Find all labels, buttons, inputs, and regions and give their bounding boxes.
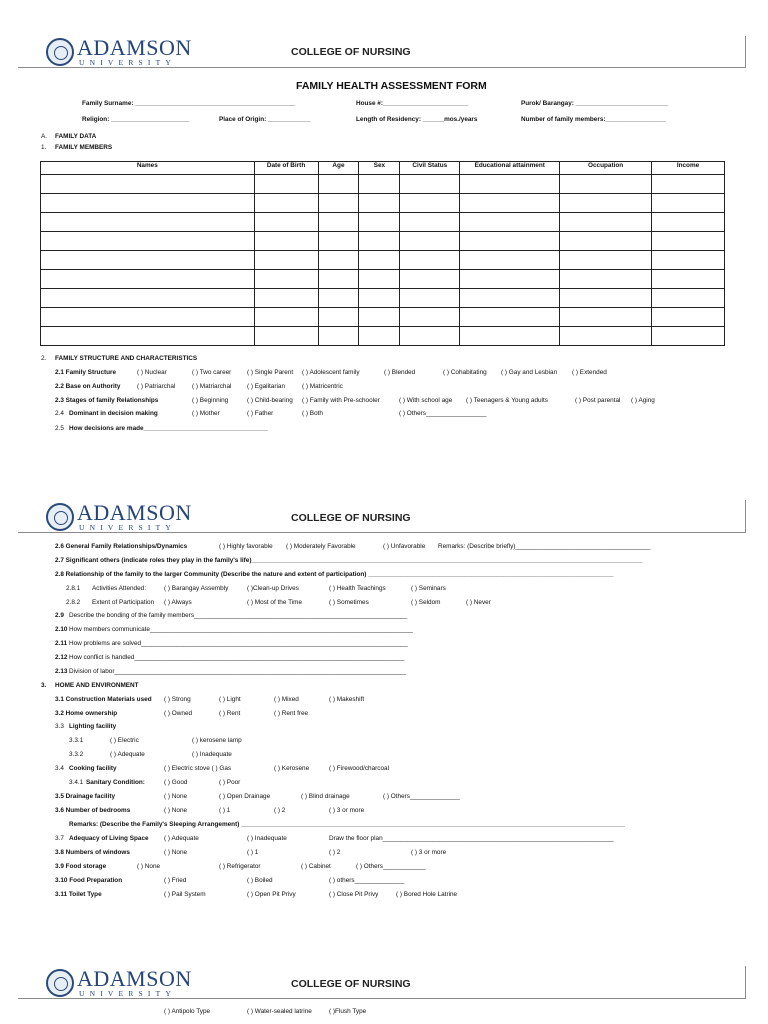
- opt-storage-others[interactable]: ( ) Others____________: [356, 863, 426, 870]
- table-row: [41, 213, 725, 232]
- table-cell[interactable]: [560, 270, 652, 289]
- table-cell[interactable]: [254, 327, 318, 346]
- cooking-num: 3.4: [55, 765, 64, 772]
- col-header-age: Age: [318, 162, 359, 175]
- living-space-num: 3.7: [55, 835, 64, 842]
- table-cell[interactable]: [359, 213, 400, 232]
- opt-fried[interactable]: ( ) Fried: [164, 877, 187, 884]
- activities-label: Activities Attended:: [92, 585, 146, 592]
- table-cell[interactable]: [318, 308, 359, 327]
- lighting-label: Lighting facility: [69, 723, 117, 730]
- table-row: [41, 232, 725, 251]
- table-cell[interactable]: [652, 194, 725, 213]
- opt-patriarchal[interactable]: ( ) Patriarchal: [137, 383, 176, 390]
- table-cell[interactable]: [41, 270, 255, 289]
- opt-open-drainage[interactable]: ( ) Open Drainage: [219, 793, 271, 800]
- family-members-num: 1.: [41, 144, 47, 151]
- table-row: [41, 327, 725, 346]
- lighting-num: 3.3: [55, 723, 64, 730]
- opt-boiled[interactable]: ( ) Boiled: [247, 877, 273, 884]
- table-cell[interactable]: [41, 308, 255, 327]
- opt-mixed[interactable]: ( ) Mixed: [274, 696, 299, 703]
- opt-light[interactable]: ( ) Light: [219, 696, 241, 703]
- table-cell[interactable]: [254, 289, 318, 308]
- opt-open-pit-privy[interactable]: ( ) Open Pit Privy: [247, 891, 296, 898]
- sec2-num: 2.: [41, 355, 47, 362]
- opt-seminars[interactable]: ( ) Seminars: [411, 585, 446, 592]
- opt-aging[interactable]: ( ) Aging: [631, 397, 655, 404]
- family-structure-label: 2.1 Family Structure: [55, 369, 117, 376]
- dominant-num: 2.4: [55, 410, 64, 417]
- table-row: [41, 289, 725, 308]
- bonding-field[interactable]: Describe the bonding of the family members____________________________________________________________: [69, 612, 408, 619]
- opt-extended[interactable]: ( ) Extended: [572, 369, 607, 376]
- opt-drainage-others[interactable]: ( ) Others______________: [383, 793, 460, 800]
- authority-label: 2.2 Base on Authority: [55, 383, 121, 390]
- opt-owned[interactable]: ( ) Owned: [164, 710, 193, 717]
- table-cell[interactable]: [359, 175, 400, 194]
- table-cell[interactable]: [41, 175, 255, 194]
- significant-others-field[interactable]: 2.7 Significant others (indicate roles they play in the family's life)______________________________________________________________________________________________________________: [55, 557, 643, 564]
- table-cell[interactable]: [254, 308, 318, 327]
- opt-water-sealed-latrine[interactable]: ( ) Water-sealed latrine: [247, 1008, 312, 1015]
- table-cell[interactable]: [560, 213, 652, 232]
- table-cell[interactable]: [254, 232, 318, 251]
- opt-most-of-time[interactable]: ( ) Most of the Time: [247, 599, 303, 606]
- opt-cabinet[interactable]: ( ) Cabinet: [301, 863, 331, 870]
- table-cell[interactable]: [254, 213, 318, 232]
- table-cell[interactable]: [652, 232, 725, 251]
- table-header-row: [41, 162, 725, 175]
- opt-makeshift[interactable]: ( ) Makeshift: [329, 696, 365, 703]
- table-cell[interactable]: [460, 270, 560, 289]
- header-rule: [18, 998, 745, 999]
- opt-windows-3[interactable]: ( ) 3 or more: [411, 849, 447, 856]
- opt-bedrooms-1[interactable]: ( ) 1: [219, 807, 231, 814]
- food-prep-label: 3.10 Food Preparation: [55, 877, 123, 884]
- opt-refrigerator[interactable]: ( ) Refrigerator: [219, 863, 261, 870]
- col-header-education: Educational attainment: [460, 162, 560, 175]
- opt-barangay-assembly[interactable]: ( ) Barangay Assembly: [164, 585, 229, 592]
- brand-name: ADAMSON: [77, 966, 192, 991]
- table-cell[interactable]: [359, 327, 400, 346]
- table-cell[interactable]: [460, 232, 560, 251]
- construction-label: 3.1 Construction Materials used: [55, 696, 152, 703]
- lighting-adequacy-num: 3.3.2: [69, 751, 84, 758]
- family-members-title: FAMILY MEMBERS: [55, 144, 113, 151]
- how-decisions-field[interactable]: How decisions are made___________________________________: [69, 425, 268, 432]
- table-cell[interactable]: [400, 327, 460, 346]
- table-cell[interactable]: [41, 232, 255, 251]
- table-cell[interactable]: [254, 270, 318, 289]
- header-rule: [18, 67, 745, 68]
- table-cell[interactable]: [652, 213, 725, 232]
- table-cell[interactable]: [400, 232, 460, 251]
- table-cell[interactable]: [460, 251, 560, 270]
- ownership-label: 3.2 Home ownership: [55, 710, 118, 717]
- opt-space-adequate[interactable]: ( ) Adequate: [164, 835, 199, 842]
- col-header-names: Names: [41, 162, 255, 175]
- table-cell[interactable]: [400, 289, 460, 308]
- university-seal-icon: [46, 38, 74, 66]
- table-cell[interactable]: [460, 308, 560, 327]
- decisions-num: 2.5: [55, 425, 64, 432]
- opt-two-career[interactable]: ( ) Two career: [192, 369, 232, 376]
- opt-kerosene-lamp[interactable]: ( ) kerosene lamp: [192, 737, 242, 744]
- table-cell[interactable]: [359, 232, 400, 251]
- residency-field[interactable]: Length of Residency: ______mos./years: [356, 116, 478, 123]
- table-cell[interactable]: [41, 289, 255, 308]
- community-relationship-field[interactable]: 2.8 Relationship of the family to the larger Community (Describe the nature and extent of participation) _____________________________________________________________________: [55, 571, 614, 578]
- table-cell[interactable]: [560, 289, 652, 308]
- opt-poor[interactable]: ( ) Poor: [219, 779, 241, 786]
- conflict-field[interactable]: How conflict is handled____________________________________________________________________________: [69, 654, 405, 661]
- brand-sub: UNIVERSITY: [79, 58, 176, 67]
- opt-father[interactable]: ( ) Father: [247, 410, 274, 417]
- college-title: COLLEGE OF NURSING: [291, 512, 411, 524]
- table-cell[interactable]: [400, 213, 460, 232]
- toilet-label: 3.11 Toilet Type: [55, 891, 102, 898]
- header-rule: [18, 532, 745, 533]
- table-cell[interactable]: [318, 327, 359, 346]
- brand-sub: UNIVERSITY: [79, 523, 176, 532]
- bonding-num: 2.9: [55, 612, 64, 619]
- table-cell[interactable]: [359, 194, 400, 213]
- table-cell[interactable]: [41, 194, 255, 213]
- opt-flush-type[interactable]: ( )Flush Type: [329, 1008, 367, 1015]
- labor-field[interactable]: Division of labor__________________________________________________________________________________: [69, 668, 406, 675]
- opt-blind-drainage[interactable]: ( ) Blind drainage: [301, 793, 350, 800]
- table-row: [41, 308, 725, 327]
- opt-always[interactable]: ( ) Always: [164, 599, 192, 606]
- lighting-type-num: 3.3.1: [69, 737, 84, 744]
- activities-num: 2.8.1: [66, 585, 81, 592]
- table-cell[interactable]: [560, 308, 652, 327]
- col-header-income: Income: [652, 162, 725, 175]
- opt-mother[interactable]: ( ) Mother: [192, 410, 220, 417]
- opt-firewood[interactable]: ( ) Firewood/charcoal: [329, 765, 390, 772]
- opt-beginning[interactable]: ( ) Beginning: [192, 397, 229, 404]
- opt-sometimes[interactable]: ( ) Sometimes: [329, 599, 369, 606]
- opt-adolescent-family[interactable]: ( ) Adolescent family: [302, 369, 360, 376]
- college-title: COLLEGE OF NURSING: [291, 46, 411, 58]
- col-header-sex: Sex: [359, 162, 400, 175]
- table-cell[interactable]: [318, 175, 359, 194]
- col-header-occupation: Occupation: [560, 162, 652, 175]
- living-space-label: Adequacy of Living Space: [69, 835, 149, 842]
- opt-lighting-adequate[interactable]: ( ) Adequate: [110, 751, 145, 758]
- table-cell[interactable]: [652, 289, 725, 308]
- opt-drainage-none[interactable]: ( ) None: [164, 793, 188, 800]
- table-cell[interactable]: [560, 232, 652, 251]
- opt-teenagers[interactable]: ( ) Teenagers & Young adults: [466, 397, 548, 404]
- table-cell[interactable]: [318, 194, 359, 213]
- opt-unfavorable[interactable]: ( ) Unfavorable: [383, 543, 426, 550]
- opt-bored-hole-latrine[interactable]: ( ) Bored Hole Latrine: [396, 891, 458, 898]
- opt-matriarchal[interactable]: ( ) Matriarchal: [192, 383, 232, 390]
- place-of-origin-field[interactable]: Place of Origin: ____________: [219, 116, 311, 123]
- opt-post-parental[interactable]: ( ) Post parental: [575, 397, 621, 404]
- opt-bedrooms-3[interactable]: ( ) 3 or more: [329, 807, 365, 814]
- opt-windows-1[interactable]: ( ) 1: [247, 849, 259, 856]
- table-cell[interactable]: [254, 251, 318, 270]
- college-title: COLLEGE OF NURSING: [291, 978, 411, 990]
- family-members-table: [40, 161, 725, 346]
- table-cell[interactable]: [254, 194, 318, 213]
- table-cell[interactable]: [400, 194, 460, 213]
- header-corner: [745, 966, 746, 999]
- food-storage-label: 3.9 Food storage: [55, 863, 107, 870]
- opt-single-parent[interactable]: ( ) Single Parent: [247, 369, 294, 376]
- opt-gay-lesbian[interactable]: ( ) Gay and Lesbian: [501, 369, 558, 376]
- sanitary-label: Sanitary Condition:: [86, 779, 145, 786]
- sec2-title: FAMILY STRUCTURE AND CHARACTERISTICS: [55, 355, 198, 362]
- opt-pail-system[interactable]: ( ) Pail System: [164, 891, 206, 898]
- table-cell[interactable]: [359, 308, 400, 327]
- opt-school-age[interactable]: ( ) With school age: [399, 397, 453, 404]
- table-cell[interactable]: [41, 213, 255, 232]
- opt-moderately-favorable[interactable]: ( ) Moderately Favorable: [286, 543, 356, 550]
- university-seal-icon: [46, 969, 74, 997]
- cooking-label: Cooking facility: [69, 765, 117, 772]
- opt-others-decision[interactable]: ( ) Others_________________: [399, 410, 487, 417]
- sanitary-num: 3.4.1: [69, 779, 84, 786]
- table-cell[interactable]: [41, 327, 255, 346]
- opt-rent[interactable]: ( ) Rent: [219, 710, 241, 717]
- opt-strong[interactable]: ( ) Strong: [164, 696, 191, 703]
- table-cell[interactable]: [652, 308, 725, 327]
- communicate-field[interactable]: How members communicate__________________________________________________________________________: [69, 626, 413, 633]
- opt-pre-schooler[interactable]: ( ) Family with Pre-schooler: [302, 397, 380, 404]
- table-cell[interactable]: [400, 270, 460, 289]
- opt-rent-free[interactable]: ( ) Rent free: [274, 710, 309, 717]
- opt-matricentric[interactable]: ( ) Matricentric: [302, 383, 343, 390]
- opt-kerosene[interactable]: ( ) Kerosene: [274, 765, 310, 772]
- opt-blended[interactable]: ( ) Blended: [384, 369, 416, 376]
- table-cell[interactable]: [359, 270, 400, 289]
- table-row: [41, 251, 725, 270]
- table-cell[interactable]: [400, 175, 460, 194]
- communicate-num: 2.10: [55, 626, 68, 633]
- opt-both[interactable]: ( ) Both: [302, 410, 323, 417]
- col-header-civil-status: Civil Status: [400, 162, 460, 175]
- remarks-describe-field[interactable]: Remarks: (Describe briefly)______________________________________: [438, 543, 651, 550]
- table-cell[interactable]: [560, 251, 652, 270]
- drainage-label: 3.5 Drainage facility: [55, 793, 116, 800]
- brand-sub: UNIVERSITY: [79, 989, 176, 998]
- opt-windows-2[interactable]: ( ) 2: [329, 849, 341, 856]
- opt-egalitarian[interactable]: ( ) Egalitarian: [247, 383, 286, 390]
- opt-antipolo-type[interactable]: ( ) Antipolo Type: [164, 1008, 211, 1015]
- num-members-field[interactable]: Number of family members:_________________: [521, 116, 666, 123]
- participation-num: 2.8.2: [66, 599, 81, 606]
- opt-electric[interactable]: ( ) Electric: [110, 737, 139, 744]
- section-a-label: A.: [41, 133, 48, 140]
- table-row: [41, 270, 725, 289]
- opt-seldom[interactable]: ( ) Seldom: [411, 599, 441, 606]
- opt-electric-stove-gas[interactable]: ( ) Electric stove ( ) Gas: [164, 765, 232, 772]
- opt-windows-none[interactable]: ( ) None: [164, 849, 188, 856]
- stages-label: 2.3 Stages of family Relationships: [55, 397, 159, 404]
- table-cell[interactable]: [652, 327, 725, 346]
- problems-field[interactable]: How problems are solved___________________________________________________________________________: [69, 640, 408, 647]
- opt-nuclear[interactable]: ( ) Nuclear: [137, 369, 167, 376]
- university-seal-icon: [46, 503, 74, 531]
- bedrooms-label: 3.6 Number of bedrooms: [55, 807, 131, 814]
- table-cell[interactable]: [318, 213, 359, 232]
- table-cell[interactable]: [318, 270, 359, 289]
- opt-bedrooms-none[interactable]: ( ) None: [164, 807, 188, 814]
- table-cell[interactable]: [560, 175, 652, 194]
- labor-num: 2.13: [55, 668, 68, 675]
- table-cell[interactable]: [400, 308, 460, 327]
- dominant-label: Dominant in decision making: [69, 410, 158, 417]
- form-title: FAMILY HEALTH ASSESSMENT FORM: [296, 80, 487, 92]
- relationships-label: 2.6 General Family Relationships/Dynamics: [55, 543, 188, 550]
- participation-label: Extent of Participation: [92, 599, 155, 606]
- table-cell[interactable]: [460, 289, 560, 308]
- table-row: [41, 175, 725, 194]
- floor-plan-field[interactable]: Draw the floor plan_________________________________________________________________: [329, 835, 614, 842]
- windows-label: 3.8 Numbers of windows: [55, 849, 130, 856]
- opt-bedrooms-2[interactable]: ( ) 2: [274, 807, 286, 814]
- header-corner: [745, 500, 746, 533]
- table-cell[interactable]: [460, 213, 560, 232]
- opt-storage-none[interactable]: ( ) None: [137, 863, 161, 870]
- table-cell[interactable]: [359, 289, 400, 308]
- table-cell[interactable]: [318, 251, 359, 270]
- opt-space-inadequate[interactable]: ( ) Inadequate: [247, 835, 287, 842]
- section-a-title: FAMILY DATA: [55, 133, 97, 140]
- family-surname-field[interactable]: Family Surname: _____________________________________________: [82, 100, 296, 107]
- opt-health-teachings[interactable]: ( ) Health Teachings: [329, 585, 386, 592]
- table-cell[interactable]: [560, 194, 652, 213]
- table-cell[interactable]: [41, 251, 255, 270]
- table-cell[interactable]: [560, 327, 652, 346]
- table-cell[interactable]: [460, 175, 560, 194]
- opt-good[interactable]: ( ) Good: [164, 779, 188, 786]
- header-corner: [745, 36, 746, 68]
- opt-close-pit-privy[interactable]: ( ) Close Pit Privy: [329, 891, 379, 898]
- table-cell[interactable]: [254, 175, 318, 194]
- brand-name: ADAMSON: [77, 35, 192, 60]
- table-cell[interactable]: [460, 194, 560, 213]
- opt-child-bearing[interactable]: ( ) Child-bearing: [247, 397, 293, 404]
- opt-cleanup-drives[interactable]: ( )Clean-up Drives: [247, 585, 299, 592]
- religion-field[interactable]: Religion: ______________________: [82, 116, 190, 123]
- table-cell[interactable]: [318, 232, 359, 251]
- opt-prep-others[interactable]: ( ) others______________: [329, 877, 405, 884]
- col-header-dob: Date of Birth: [254, 162, 318, 175]
- sec3-num: 3.: [41, 682, 47, 689]
- house-number-field[interactable]: House #:________________________: [356, 100, 469, 107]
- table-cell[interactable]: [652, 270, 725, 289]
- table-cell[interactable]: [652, 175, 725, 194]
- sec3-title: HOME AND ENVIRONMENT: [55, 682, 139, 689]
- brand-name: ADAMSON: [77, 500, 192, 525]
- purok-field[interactable]: Purok/ Barangay: __________________________: [521, 100, 669, 107]
- opt-lighting-inadequate[interactable]: ( ) Inadequate: [192, 751, 232, 758]
- conflict-num: 2.12: [55, 654, 68, 661]
- opt-highly-favorable[interactable]: ( ) Highly favorable: [219, 543, 273, 550]
- table-cell[interactable]: [318, 289, 359, 308]
- table-cell[interactable]: [652, 251, 725, 270]
- table-cell[interactable]: [359, 251, 400, 270]
- table-row: [41, 194, 725, 213]
- problems-num: 2.11: [55, 640, 68, 647]
- table-cell[interactable]: [400, 251, 460, 270]
- opt-never[interactable]: ( ) Never: [466, 599, 491, 606]
- table-cell[interactable]: [460, 327, 560, 346]
- opt-cohabitating[interactable]: ( ) Cohabitating: [443, 369, 487, 376]
- sleeping-remarks-field[interactable]: Remarks: (Describe the Family's Sleeping Arrangement) ____________________________________________________________________________________________________________: [69, 821, 625, 828]
